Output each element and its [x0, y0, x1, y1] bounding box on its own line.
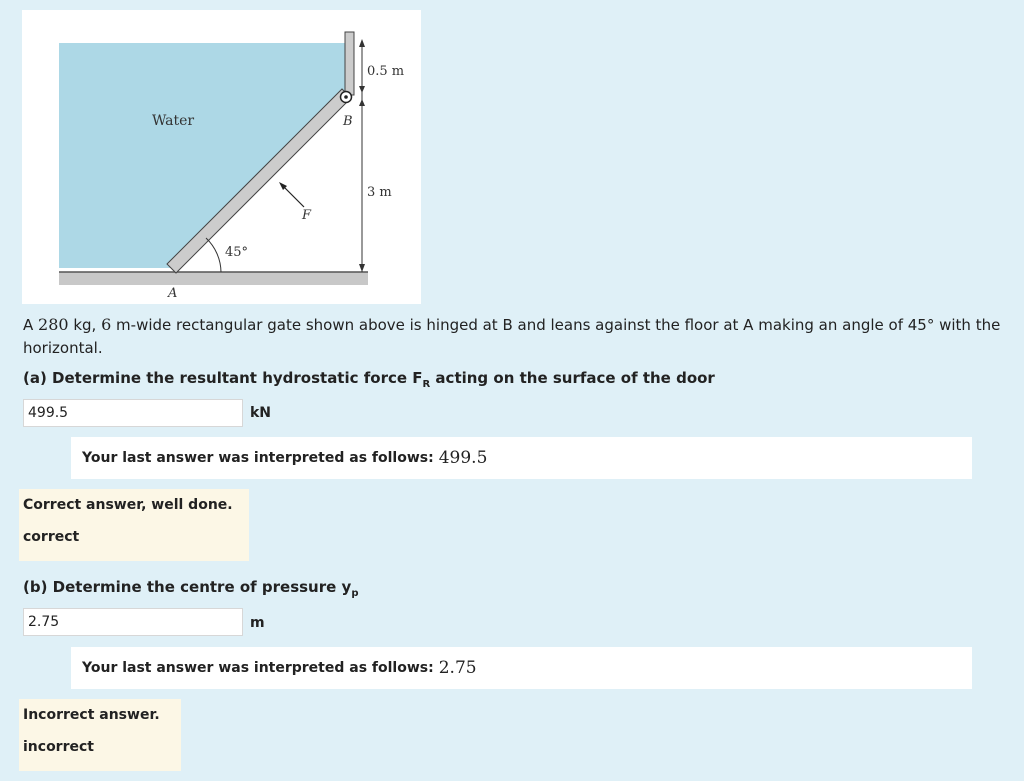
part-a-feedback-title: Correct answer, well done.: [23, 497, 233, 513]
part-a-feedback-box: [19, 489, 249, 561]
force-arrow-shaft: [283, 186, 304, 207]
force-label: F: [302, 208, 312, 223]
part-b-feedback-title: Incorrect answer.: [23, 707, 160, 723]
part-a-answer-input[interactable]: [23, 399, 243, 427]
floor: [59, 272, 368, 285]
top-dimension-label: 0.5 m: [367, 64, 405, 79]
dim-arrow-top-icon: [359, 39, 365, 47]
problem-text-end: m-wide rectangular gate shown above is hinged at B and leans against the floor at A making an angle of 45° with the horizontal.: [23, 316, 1001, 357]
part-b-feedback-box: [19, 699, 181, 771]
vertical-wall-plate: [345, 32, 354, 95]
angle-label: 45°: [225, 245, 249, 260]
dim-arrow-hinge-up-icon: [359, 86, 365, 93]
part-a-interpretation-label: Your last answer was interpreted as follows:: [82, 450, 434, 466]
angle-arc: [206, 238, 221, 272]
part-a-heading-subscript: R: [422, 379, 431, 390]
hinge-b-dot: [344, 95, 348, 99]
part-a-heading-text: (a) Determine the resultant hydrostatic force F: [23, 369, 423, 387]
water-label: Water: [152, 113, 195, 129]
part-a-interpretation-value: 499.5: [438, 448, 488, 468]
gate-diagram: [22, 10, 421, 304]
part-b-answer-input[interactable]: [23, 608, 243, 636]
dim-arrow-hinge-down-icon: [359, 99, 365, 106]
part-b-feedback-status: incorrect: [23, 739, 94, 755]
height-dimension-label: 3 m: [367, 185, 392, 200]
problem-text-mid: kg,: [68, 316, 102, 334]
part-a-unit-label: kN: [250, 405, 272, 421]
part-a-feedback-status: correct: [23, 529, 80, 545]
problem-statement: [23, 313, 1018, 360]
part-b-interpretation-box: [71, 647, 972, 689]
part-b-heading-text: (b) Determine the centre of pressure y: [23, 578, 352, 596]
dim-arrow-bottom-icon: [359, 264, 365, 272]
part-a-heading-suffix: acting on the surface of the door: [430, 369, 715, 387]
part-b-interpretation-label: Your last answer was interpreted as follows:: [82, 660, 434, 676]
problem-text-start: A: [23, 316, 39, 334]
part-a-heading: [23, 369, 715, 390]
mass-value: 280: [38, 315, 69, 334]
part-b-interpretation-value: 2.75: [438, 658, 477, 678]
width-value: 6: [101, 315, 112, 334]
part-a-interpretation-box: [71, 437, 972, 479]
hinge-b-label: B: [343, 114, 353, 129]
part-b-heading-subscript: p: [351, 588, 359, 599]
part-b-heading: [23, 578, 358, 599]
part-b-unit-label: m: [250, 615, 265, 631]
problem-figure: [22, 10, 421, 304]
point-a-label: A: [168, 286, 178, 301]
